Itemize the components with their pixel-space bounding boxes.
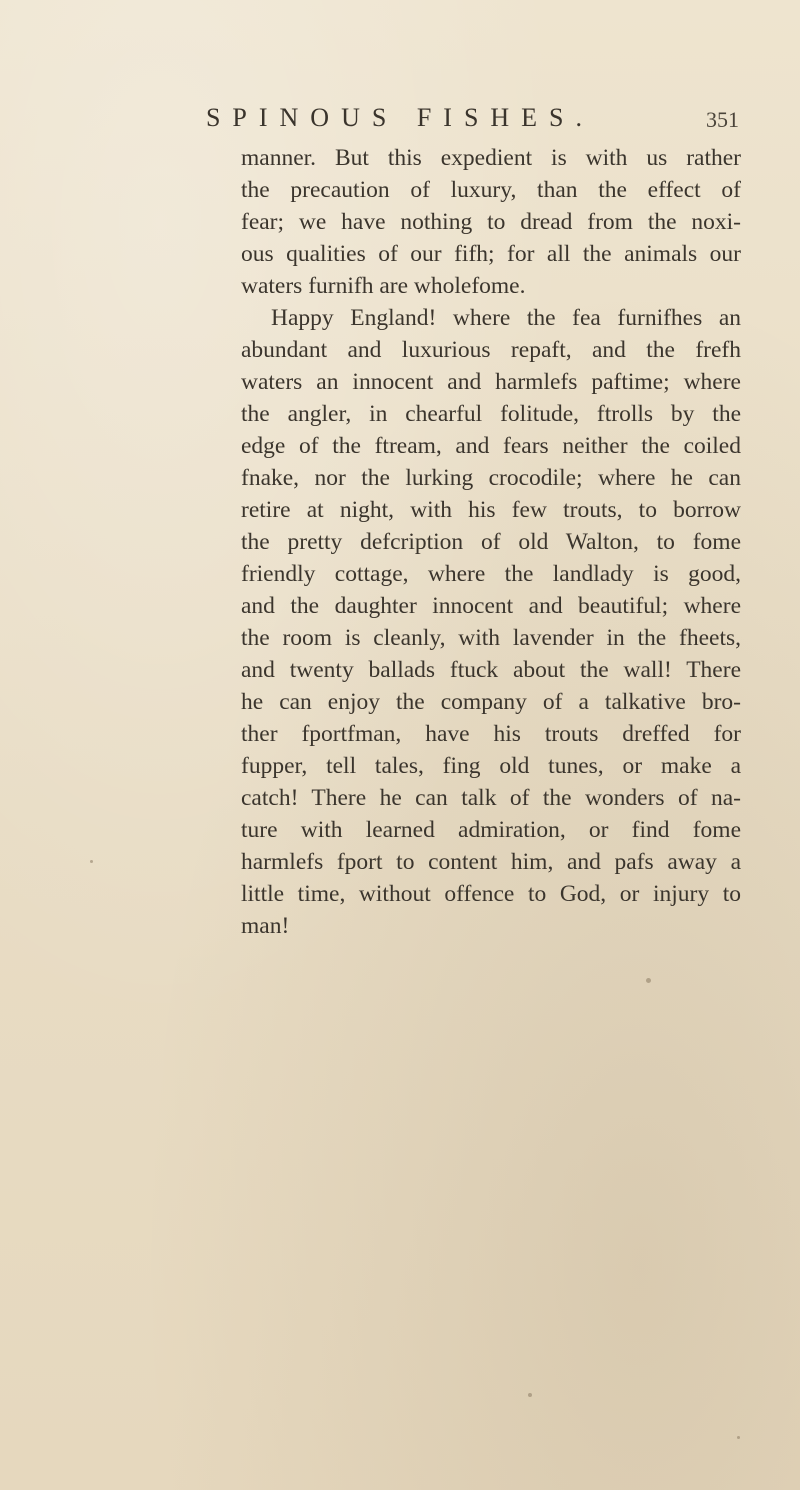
text-line: fnake, nor the lurking crocodile; where he can	[241, 465, 741, 491]
text-line: Happy England! where the fea furnifhes an	[271, 305, 741, 331]
text-line: the room is cleanly, with lavender in the fheets,	[241, 625, 741, 651]
paper-speck	[528, 1393, 532, 1397]
text-line: the pretty defcription of old Walton, to fome	[241, 529, 741, 555]
text-line: manner. But this expedient is with us rather	[241, 145, 741, 171]
running-head-title: SPINOUS FISHES.	[205, 103, 595, 132]
text-line: ther fportfman, have his trouts dreffed for	[241, 721, 741, 747]
text-line: waters an innocent and harmlefs paftime; where	[241, 369, 741, 395]
text-line: ous qualities of our fifh; for all the animals our	[241, 241, 741, 267]
text-line: harmlefs fport to content him, and pafs away a	[241, 849, 741, 875]
text-line: abundant and luxurious repaft, and the frefh	[241, 337, 741, 363]
text-line: little time, without offence to God, or injury to	[241, 881, 741, 907]
text-line: the precaution of luxury, than the effect of	[241, 177, 741, 203]
paper-speck	[737, 1436, 740, 1439]
text-line: and twenty ballads ftuck about the wall! There	[241, 657, 741, 683]
page-number: 351	[706, 107, 739, 132]
text-line: fear; we have nothing to dread from the noxi-	[241, 209, 741, 235]
paper-speck	[90, 860, 93, 863]
text-line: waters furnifh are wholefome.	[241, 273, 526, 299]
text-line: friendly cottage, where the landlady is good,	[241, 561, 741, 587]
text-line: catch! There he can talk of the wonders of na-	[241, 785, 741, 811]
text-line: ture with learned admiration, or find fome	[241, 817, 741, 843]
text-line: and the daughter innocent and beautiful; where	[241, 593, 741, 619]
paper-speck	[646, 978, 651, 983]
text-line: edge of the ftream, and fears neither the coiled	[241, 433, 741, 459]
text-line: fupper, tell tales, fing old tunes, or make a	[241, 753, 741, 779]
body-text	[241, 142, 741, 942]
text-line: retire at night, with his few trouts, to borrow	[241, 497, 741, 523]
text-line: the angler, in chearful folitude, ftrolls by the	[241, 401, 741, 427]
text-line: man!	[241, 913, 290, 939]
text-line: he can enjoy the company of a talkative bro-	[241, 689, 741, 715]
